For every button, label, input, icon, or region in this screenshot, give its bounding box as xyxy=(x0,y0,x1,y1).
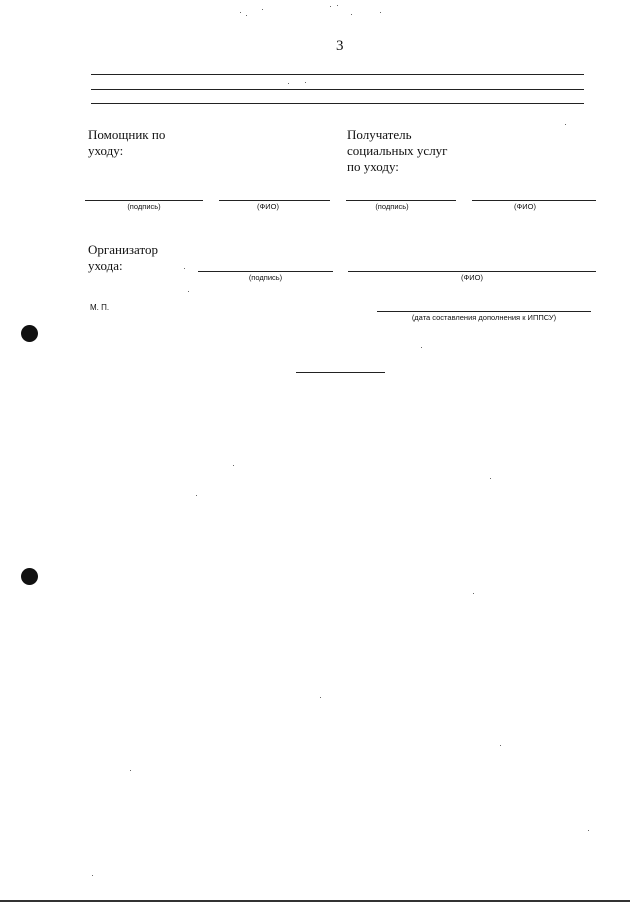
assistant-label xyxy=(88,127,165,159)
recipient-label-line2: социальных услуг xyxy=(347,143,448,158)
recipient-signature-line xyxy=(346,200,456,201)
scan-bottom-edge xyxy=(0,900,630,902)
recipient-label-line3: по уходу: xyxy=(347,159,399,174)
punch-hole-bottom xyxy=(21,568,38,585)
punch-hole-top xyxy=(21,325,38,342)
organizer-label-line2: ухода: xyxy=(88,258,123,273)
recipient-label-line1: Получатель xyxy=(347,127,412,142)
stamp-place: М. П. xyxy=(90,303,110,312)
assistant-label-line2: уходу: xyxy=(88,143,124,158)
blank-line-3 xyxy=(91,103,584,104)
organizer-name-caption: (ФИО) xyxy=(461,273,483,282)
assistant-label-line1: Помощник по xyxy=(88,127,166,142)
page-number: 3 xyxy=(336,38,344,54)
blank-line-2 xyxy=(91,89,584,90)
assistant-name-line xyxy=(219,200,330,201)
recipient-name-caption: (ФИО) xyxy=(514,202,536,211)
end-separator-line xyxy=(296,372,385,373)
recipient-signature-caption: (подпись) xyxy=(375,202,409,211)
recipient-name-line xyxy=(472,200,596,201)
organizer-label-line1: Организатор xyxy=(88,242,158,257)
recipient-label xyxy=(347,127,448,175)
organizer-label xyxy=(88,242,158,274)
date-line xyxy=(377,311,591,312)
assistant-signature-caption: (подпись) xyxy=(127,202,161,211)
organizer-signature-line xyxy=(198,271,333,272)
blank-line-1 xyxy=(91,74,584,75)
assistant-signature-line xyxy=(85,200,203,201)
date-caption: (дата составления дополнения к ИППСУ) xyxy=(411,313,557,322)
organizer-name-line xyxy=(348,271,596,272)
assistant-name-caption: (ФИО) xyxy=(257,202,279,211)
organizer-signature-caption: (подпись) xyxy=(248,273,283,282)
